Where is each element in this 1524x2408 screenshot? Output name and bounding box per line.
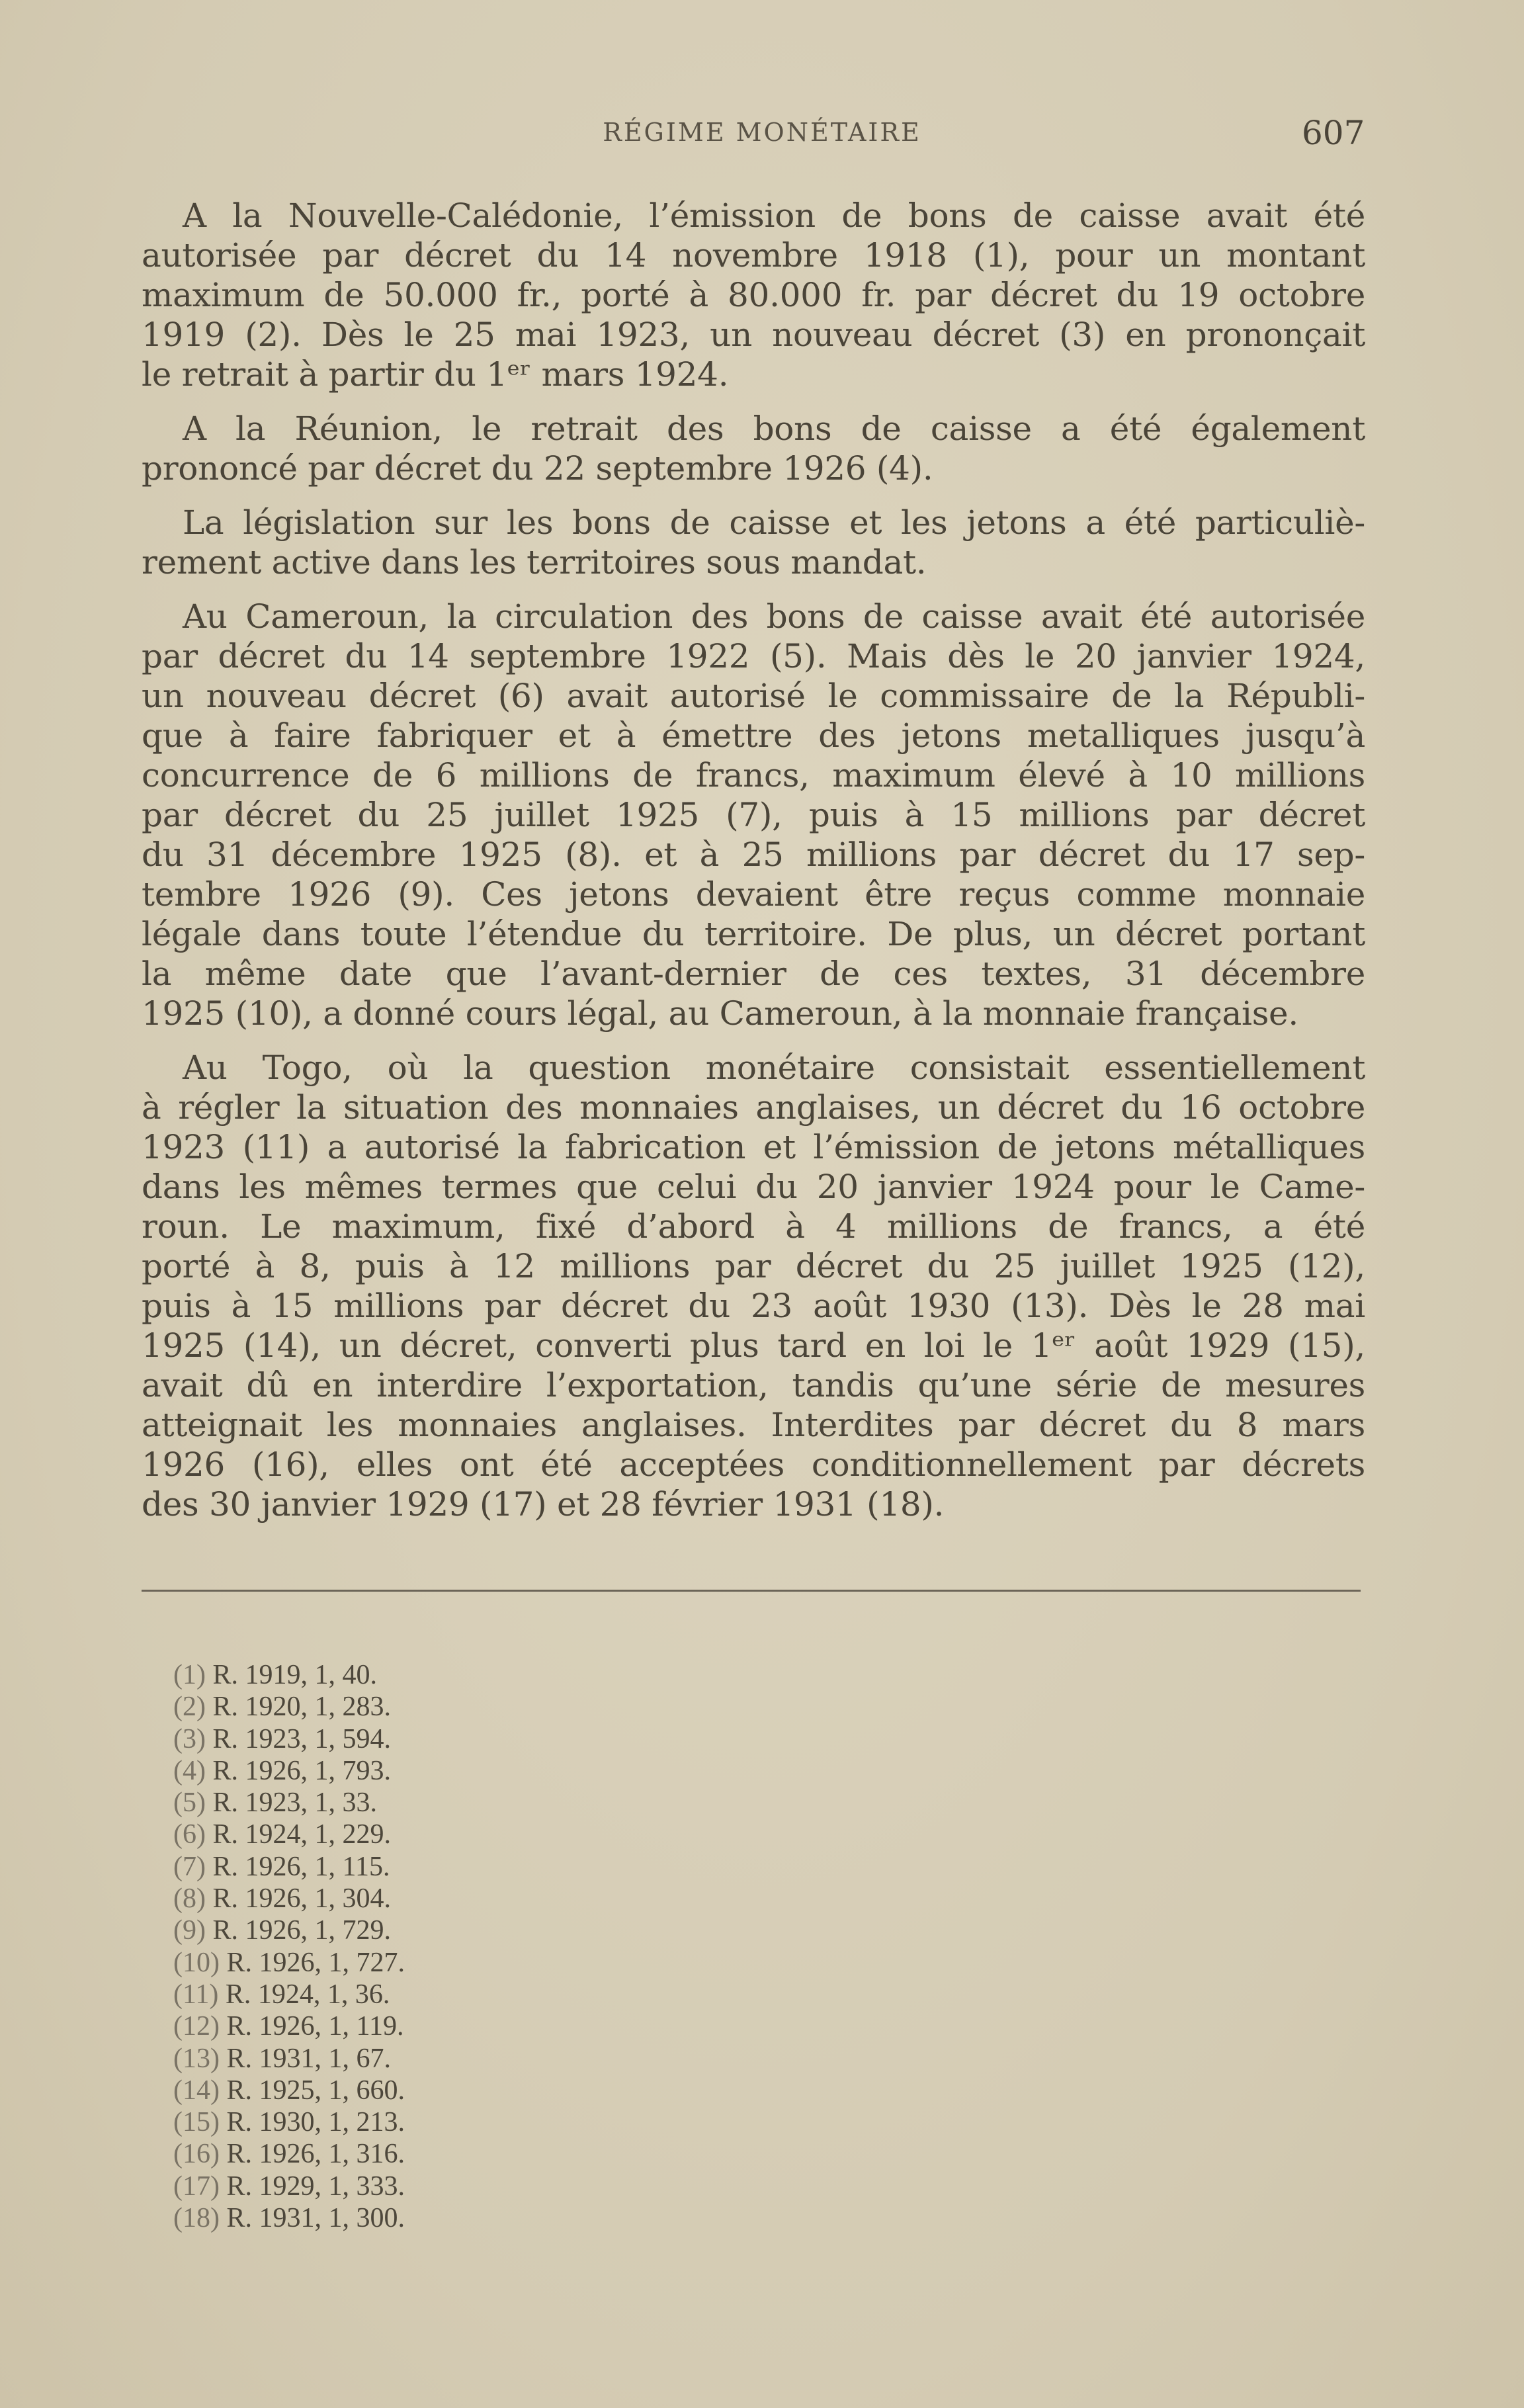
footnote [173,1755,405,1787]
footnote-reference: R. 1923, 1, 594. [212,1723,391,1754]
footnote [173,1819,405,1850]
footnote-reference: R. 1931, 1, 67. [226,2043,391,2074]
footnote [173,1723,405,1755]
footnote-reference: R. 1923, 1, 33. [212,1787,377,1819]
footnote-reference: R. 1929, 1, 333. [226,2171,405,2202]
page-number: 607 [1302,114,1365,152]
footnote-number: (4) [173,1755,206,1786]
paragraph [142,196,1365,394]
footnote-reference: R. 1926, 1, 115. [212,1851,390,1882]
footnote [173,2138,405,2170]
footnote-number: (6) [173,1819,206,1850]
footnote [173,1883,405,1914]
text-line: que à faire fabriquer et à émettre des jetons metalliques jusqu’à [142,716,1365,755]
text-line: A la Réunion, le retrait des bons de caisse a été également [183,409,1365,448]
text-line: La législation sur les bons de caisse et les jetons a été particuliè- [183,503,1365,542]
text-line: roun. Le maximum, fixé d’abord à 4 millions de francs, a été [142,1207,1365,1246]
footnote-reference: R. 1924, 1, 229. [212,1819,391,1850]
text-line: tembre 1926 (9). Ces jetons devaient être reçus comme monnaie [142,875,1365,914]
text-line: prononcé par décret du 22 septembre 1926 (4). [142,449,933,488]
footnote-reference: R. 1926, 1, 304. [212,1883,391,1914]
text-line: dans les mêmes termes que celui du 20 janvier 1924 pour le Came- [142,1168,1365,1206]
text-line: 1925 (10), a donné cours légal, au Cameroun, à la monnaie française. [142,994,1298,1033]
text-line: Au Cameroun, la circulation des bons de caisse avait été autorisée [183,597,1365,636]
footnote-reference: R. 1926, 1, 729. [212,1915,391,1946]
text-line: atteignait les monnaies anglaises. Interdites par décret du 8 mars [142,1406,1365,1444]
text-line: des 30 janvier 1929 (17) et 28 février 1931 (18). [142,1485,945,1524]
text-line: avait dû en interdire l’exportation, tandis qu’une série de mesures [142,1366,1365,1404]
footnote [173,1979,405,2010]
paragraph [142,503,1365,582]
footnote-reference: R. 1926, 1, 727. [226,1947,405,1978]
footnote [173,1851,405,1883]
footnote-number: (8) [173,1883,206,1914]
text-line: par décret du 25 juillet 1925 (7), puis à 15 millions par décret [142,796,1365,834]
footnotes [173,1659,405,2234]
footnote-number: (15) [173,2107,220,2138]
footnote [173,1659,405,1691]
text-line: autorisée par décret du 14 novembre 1918 (1), pour un montant [142,236,1365,275]
text-line: du 31 décembre 1925 (8). et à 25 millions par décret du 17 sep- [142,836,1365,874]
text-line: à régler la situation des monnaies anglaises, un décret du 16 octobre [142,1088,1365,1127]
footnote [173,1787,405,1819]
text-line: 1925 (14), un décret, converti plus tard en loi le 1ᵉʳ août 1929 (15), [142,1326,1365,1365]
body-text [142,196,1365,1539]
footnote [173,1691,405,1723]
text-line: rement active dans les territoires sous mandat. [142,543,927,581]
footnote-reference: R. 1919, 1, 40. [212,1660,377,1690]
text-line: légale dans toute l’étendue du territoire. De plus, un décret portant [142,915,1365,953]
text-line: 1926 (16), elles ont été acceptées conditionnellement par décrets [142,1445,1365,1484]
footnote-reference: R. 1920, 1, 283. [212,1692,391,1723]
footnote-reference: R. 1930, 1, 213. [226,2107,405,2138]
footnote [173,2171,405,2202]
footnote-reference: R. 1926, 1, 316. [226,2139,405,2170]
footnote-number: (12) [173,2011,220,2042]
footnote-number: (1) [173,1660,206,1690]
footnote-number: (2) [173,1692,206,1723]
footnote [173,2043,405,2075]
footnote-number: (7) [173,1851,206,1882]
footnote-reference: R. 1925, 1, 660. [226,2075,405,2106]
text-line: 1923 (11) a autorisé la fabrication et l’émission de jetons métalliques [142,1128,1365,1166]
footnote-number: (13) [173,2043,220,2074]
paragraph [142,409,1365,488]
footnote-number: (18) [173,2203,220,2234]
footnote-number: (16) [173,2139,220,2170]
footnote-separator-rule [142,1590,1361,1592]
footnote-number: (5) [173,1787,206,1819]
text-line: porté à 8, puis à 12 millions par décret du 25 juillet 1925 (12), [142,1247,1365,1285]
text-line: Au Togo, où la question monétaire consistait essentiellement [183,1049,1365,1087]
text-line: maximum de 50.000 fr., porté à 80.000 fr. par décret du 19 octobre [142,276,1365,314]
text-line: le retrait à partir du 1ᵉʳ mars 1924. [142,355,729,394]
footnote-number: (10) [173,1947,220,1978]
footnote-reference: R. 1924, 1, 36. [225,1979,390,2010]
text-line: puis à 15 millions par décret du 23 août 1930 (13). Dès le 28 mai [142,1287,1365,1325]
paragraph [142,1048,1365,1524]
text-line: un nouveau décret (6) avait autorisé le commissaire de la Républi- [142,677,1365,715]
running-head: RÉGIME MONÉTAIRE [603,118,921,147]
text-line: par décret du 14 septembre 1922 (5). Mais dès le 20 janvier 1924, [142,637,1365,675]
text-line: 1919 (2). Dès le 25 mai 1923, un nouveau décret (3) en prononçait [142,316,1365,354]
footnote [173,2202,405,2234]
footnote-reference: R. 1931, 1, 300. [226,2203,405,2234]
footnote-number: (17) [173,2171,220,2202]
footnote [173,1914,405,1946]
footnote-number: (11) [173,1979,219,2010]
footnote-number: (14) [173,2075,220,2106]
text-line: A la Nouvelle-Calédonie, l’émission de bons de caisse avait été [183,196,1365,235]
footnote [173,1947,405,1979]
paragraph [142,597,1365,1033]
footnote-reference: R. 1926, 1, 793. [212,1755,391,1786]
footnote-number: (3) [173,1723,206,1754]
footnote [173,2106,405,2138]
footnote-reference: R. 1926, 1, 119. [226,2011,404,2042]
text-line: la même date que l’avant-dernier de ces textes, 31 décembre [142,955,1365,993]
footnote-number: (9) [173,1915,206,1946]
footnote [173,2010,405,2042]
text-line: concurrence de 6 millions de francs, maximum élevé à 10 millions [142,756,1365,795]
footnote [173,2075,405,2106]
